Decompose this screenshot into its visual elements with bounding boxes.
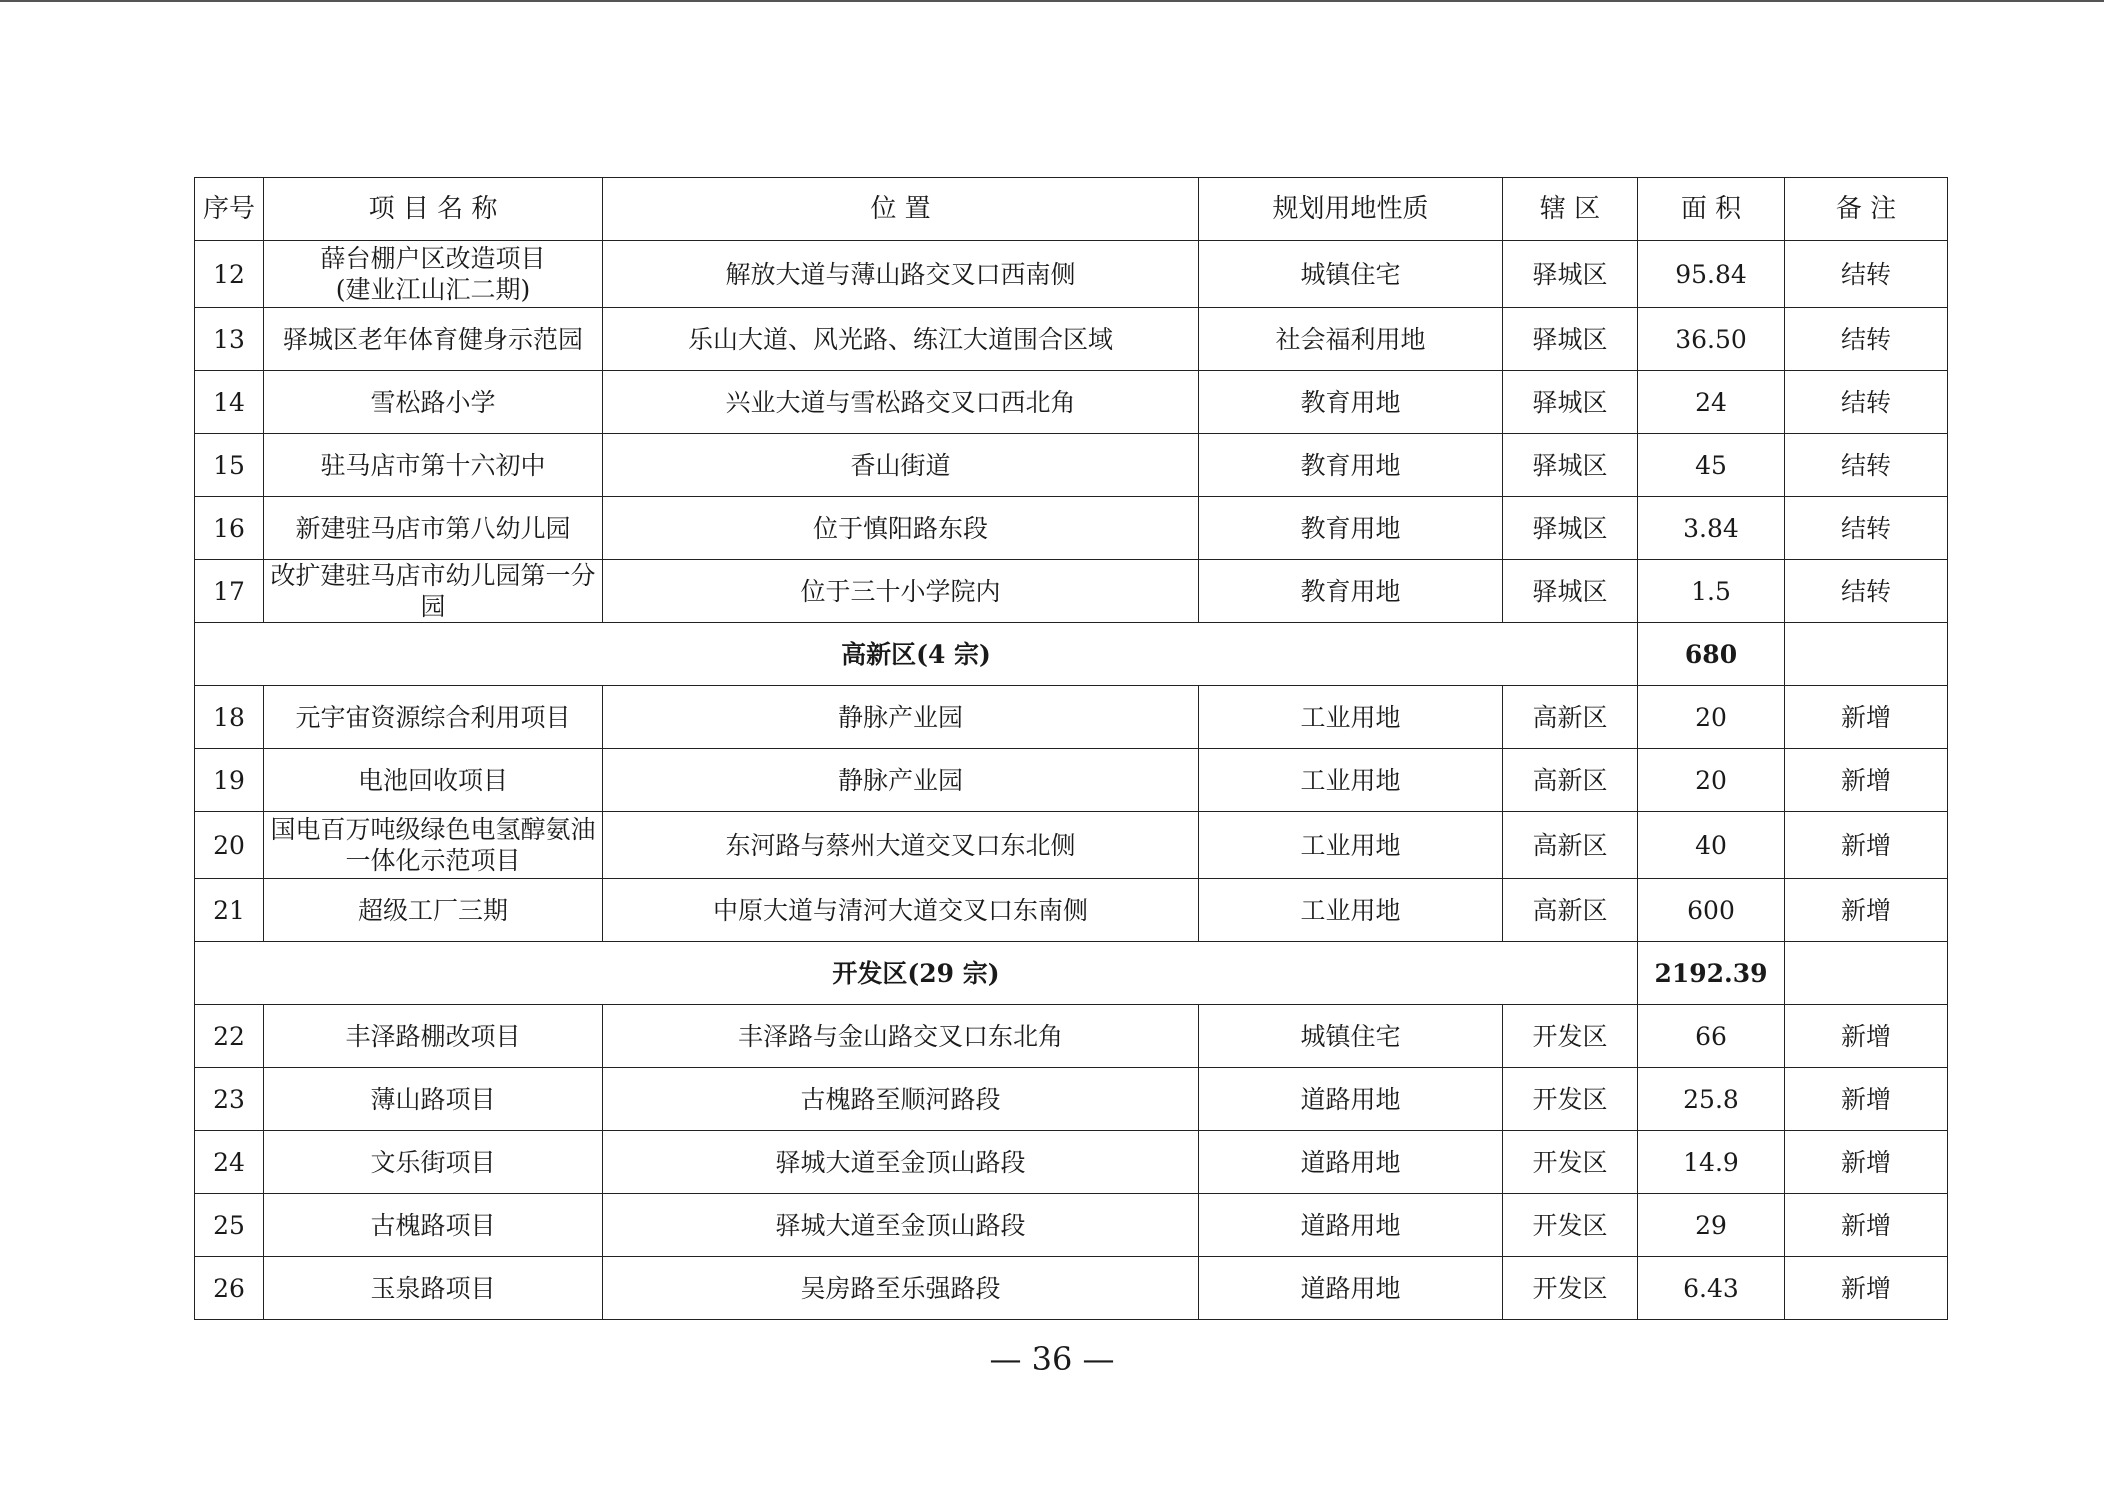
group-subtotal-row bbox=[195, 623, 1948, 686]
row-land-use: 社会福利用地 bbox=[1199, 308, 1503, 371]
row-location: 位于慎阳路东段 bbox=[603, 497, 1199, 560]
row-land-use: 工业用地 bbox=[1199, 749, 1503, 812]
group-area-total: 2192.39 bbox=[1638, 942, 1785, 1005]
table-body bbox=[195, 241, 1948, 1320]
land-supply-table bbox=[194, 177, 1948, 1320]
row-project-name bbox=[264, 1257, 603, 1320]
project-name-line: 玉泉路项目 bbox=[370, 1273, 496, 1303]
row-area: 25.8 bbox=[1638, 1068, 1785, 1131]
row-district: 开发区 bbox=[1503, 1194, 1638, 1257]
group-label: 开发区(29 宗) bbox=[195, 942, 1638, 1005]
table-row bbox=[195, 1005, 1948, 1068]
project-name-line: 薛台棚户区改造项目 bbox=[320, 244, 546, 273]
row-project-name bbox=[264, 371, 603, 434]
row-no: 17 bbox=[195, 560, 264, 623]
row-land-use: 工业用地 bbox=[1199, 686, 1503, 749]
row-location: 兴业大道与雪松路交叉口西北角 bbox=[603, 371, 1199, 434]
row-no: 26 bbox=[195, 1257, 264, 1320]
row-land-use: 城镇住宅 bbox=[1199, 1005, 1503, 1068]
header-location: 位 置 bbox=[603, 178, 1199, 241]
row-remark: 结转 bbox=[1785, 371, 1948, 434]
row-district: 开发区 bbox=[1503, 1257, 1638, 1320]
row-area: 600 bbox=[1638, 879, 1785, 942]
row-no: 25 bbox=[195, 1194, 264, 1257]
table-row bbox=[195, 1068, 1948, 1131]
project-name-line: 国电百万吨级绿色电氢醇氨油 bbox=[270, 815, 596, 844]
row-remark: 结转 bbox=[1785, 308, 1948, 371]
row-district: 驿城区 bbox=[1503, 371, 1638, 434]
header-no: 序号 bbox=[195, 178, 264, 241]
row-land-use: 道路用地 bbox=[1199, 1131, 1503, 1194]
row-area: 1.5 bbox=[1638, 560, 1785, 623]
table-row bbox=[195, 686, 1948, 749]
row-no: 20 bbox=[195, 812, 264, 879]
row-location: 静脉产业园 bbox=[603, 749, 1199, 812]
row-remark: 新增 bbox=[1785, 812, 1948, 879]
header-land-use: 规划用地性质 bbox=[1199, 178, 1503, 241]
table-row bbox=[195, 1257, 1948, 1320]
row-area: 36.50 bbox=[1638, 308, 1785, 371]
project-name-line: 超级工厂三期 bbox=[357, 895, 508, 925]
table-row bbox=[195, 241, 1948, 308]
row-area: 3.84 bbox=[1638, 497, 1785, 560]
row-project-name bbox=[264, 560, 603, 623]
row-project-name bbox=[264, 1194, 603, 1257]
row-no: 16 bbox=[195, 497, 264, 560]
group-remark bbox=[1785, 623, 1948, 686]
row-district: 高新区 bbox=[1503, 879, 1638, 942]
project-name-line: 元宇宙资源综合利用项目 bbox=[295, 702, 571, 732]
row-remark: 新增 bbox=[1785, 879, 1948, 942]
project-name-line: 丰泽路棚改项目 bbox=[345, 1021, 521, 1051]
row-district: 开发区 bbox=[1503, 1005, 1638, 1068]
row-location: 古槐路至顺河路段 bbox=[603, 1068, 1199, 1131]
table-row bbox=[195, 560, 1948, 623]
row-project-name bbox=[264, 434, 603, 497]
row-no: 14 bbox=[195, 371, 264, 434]
row-project-name bbox=[264, 686, 603, 749]
row-district: 高新区 bbox=[1503, 686, 1638, 749]
row-land-use: 道路用地 bbox=[1199, 1068, 1503, 1131]
row-area: 29 bbox=[1638, 1194, 1785, 1257]
row-district: 驿城区 bbox=[1503, 497, 1638, 560]
project-name-line: 驿城区老年体育健身示范园 bbox=[282, 324, 583, 354]
row-project-name bbox=[264, 308, 603, 371]
header-name: 项 目 名 称 bbox=[264, 178, 603, 241]
row-area: 40 bbox=[1638, 812, 1785, 879]
project-name-line: 电池回收项目 bbox=[357, 765, 508, 795]
row-remark: 结转 bbox=[1785, 241, 1948, 308]
row-area: 95.84 bbox=[1638, 241, 1785, 308]
row-location: 香山街道 bbox=[603, 434, 1199, 497]
row-district: 驿城区 bbox=[1503, 241, 1638, 308]
row-district: 高新区 bbox=[1503, 749, 1638, 812]
row-district: 驿城区 bbox=[1503, 560, 1638, 623]
row-location: 静脉产业园 bbox=[603, 686, 1199, 749]
row-location: 吴房路至乐强路段 bbox=[603, 1257, 1199, 1320]
row-location: 乐山大道、风光路、练江大道围合区域 bbox=[603, 308, 1199, 371]
row-location: 解放大道与薄山路交叉口西南侧 bbox=[603, 241, 1199, 308]
row-no: 13 bbox=[195, 308, 264, 371]
row-remark: 新增 bbox=[1785, 749, 1948, 812]
row-area: 6.43 bbox=[1638, 1257, 1785, 1320]
row-project-name bbox=[264, 497, 603, 560]
row-location: 位于三十小学院内 bbox=[603, 560, 1199, 623]
row-no: 22 bbox=[195, 1005, 264, 1068]
row-remark: 新增 bbox=[1785, 1068, 1948, 1131]
row-project-name bbox=[264, 879, 603, 942]
row-area: 66 bbox=[1638, 1005, 1785, 1068]
row-area: 14.9 bbox=[1638, 1131, 1785, 1194]
row-location: 驿城大道至金顶山路段 bbox=[603, 1194, 1199, 1257]
row-land-use: 道路用地 bbox=[1199, 1257, 1503, 1320]
project-name-line: 新建驻马店市第八幼儿园 bbox=[295, 513, 571, 543]
group-subtotal-row bbox=[195, 942, 1948, 1005]
group-label: 高新区(4 宗) bbox=[195, 623, 1638, 686]
row-remark: 结转 bbox=[1785, 560, 1948, 623]
row-no: 18 bbox=[195, 686, 264, 749]
row-remark: 新增 bbox=[1785, 686, 1948, 749]
row-land-use: 道路用地 bbox=[1199, 1194, 1503, 1257]
row-project-name bbox=[264, 749, 603, 812]
row-remark: 结转 bbox=[1785, 434, 1948, 497]
row-location: 东河路与蔡州大道交叉口东北侧 bbox=[603, 812, 1199, 879]
page-number: — 36 — bbox=[989, 1340, 1115, 1378]
row-land-use: 教育用地 bbox=[1199, 560, 1503, 623]
page-top-border bbox=[0, 0, 2104, 2]
row-remark: 新增 bbox=[1785, 1131, 1948, 1194]
table-row bbox=[195, 371, 1948, 434]
header-area: 面 积 bbox=[1638, 178, 1785, 241]
row-project-name bbox=[264, 241, 603, 308]
table-row bbox=[195, 434, 1948, 497]
project-name-line: 一体化示范项目 bbox=[345, 846, 521, 875]
row-area: 45 bbox=[1638, 434, 1785, 497]
row-no: 15 bbox=[195, 434, 264, 497]
row-project-name bbox=[264, 1005, 603, 1068]
row-area: 20 bbox=[1638, 686, 1785, 749]
row-project-name bbox=[264, 812, 603, 879]
row-area: 20 bbox=[1638, 749, 1785, 812]
row-district: 高新区 bbox=[1503, 812, 1638, 879]
header-district: 辖 区 bbox=[1503, 178, 1638, 241]
row-land-use: 教育用地 bbox=[1199, 434, 1503, 497]
header-remark: 备 注 bbox=[1785, 178, 1948, 241]
row-project-name bbox=[264, 1131, 603, 1194]
row-land-use: 教育用地 bbox=[1199, 371, 1503, 434]
row-district: 驿城区 bbox=[1503, 308, 1638, 371]
project-name-line: 古槐路项目 bbox=[370, 1210, 496, 1240]
project-name-line: 雪松路小学 bbox=[370, 387, 496, 417]
row-no: 12 bbox=[195, 241, 264, 308]
row-district: 开发区 bbox=[1503, 1131, 1638, 1194]
table-header-row bbox=[195, 178, 1948, 241]
row-land-use: 城镇住宅 bbox=[1199, 241, 1503, 308]
row-remark: 新增 bbox=[1785, 1194, 1948, 1257]
table-row bbox=[195, 1131, 1948, 1194]
row-no: 19 bbox=[195, 749, 264, 812]
row-district: 开发区 bbox=[1503, 1068, 1638, 1131]
row-remark: 新增 bbox=[1785, 1005, 1948, 1068]
row-land-use: 工业用地 bbox=[1199, 879, 1503, 942]
table-row bbox=[195, 812, 1948, 879]
row-no: 21 bbox=[195, 879, 264, 942]
row-remark: 结转 bbox=[1785, 497, 1948, 560]
row-location: 中原大道与清河大道交叉口东南侧 bbox=[603, 879, 1199, 942]
project-name-line: 薄山路项目 bbox=[370, 1084, 496, 1114]
table-row bbox=[195, 879, 1948, 942]
table-row bbox=[195, 1194, 1948, 1257]
table-row bbox=[195, 308, 1948, 371]
row-district: 驿城区 bbox=[1503, 434, 1638, 497]
row-land-use: 工业用地 bbox=[1199, 812, 1503, 879]
project-name-line: 改扩建驻马店市幼儿园第一分园 bbox=[270, 561, 596, 621]
group-remark bbox=[1785, 942, 1948, 1005]
group-area-total: 680 bbox=[1638, 623, 1785, 686]
project-name-line: (建业江山汇二期) bbox=[335, 275, 531, 304]
project-name-line: 文乐街项目 bbox=[370, 1147, 496, 1177]
row-land-use: 教育用地 bbox=[1199, 497, 1503, 560]
table-row bbox=[195, 497, 1948, 560]
project-name-line: 驻马店市第十六初中 bbox=[320, 450, 546, 480]
row-project-name bbox=[264, 1068, 603, 1131]
table-row bbox=[195, 749, 1948, 812]
row-remark: 新增 bbox=[1785, 1257, 1948, 1320]
row-no: 24 bbox=[195, 1131, 264, 1194]
row-location: 丰泽路与金山路交叉口东北角 bbox=[603, 1005, 1199, 1068]
row-no: 23 bbox=[195, 1068, 264, 1131]
row-area: 24 bbox=[1638, 371, 1785, 434]
row-location: 驿城大道至金顶山路段 bbox=[603, 1131, 1199, 1194]
